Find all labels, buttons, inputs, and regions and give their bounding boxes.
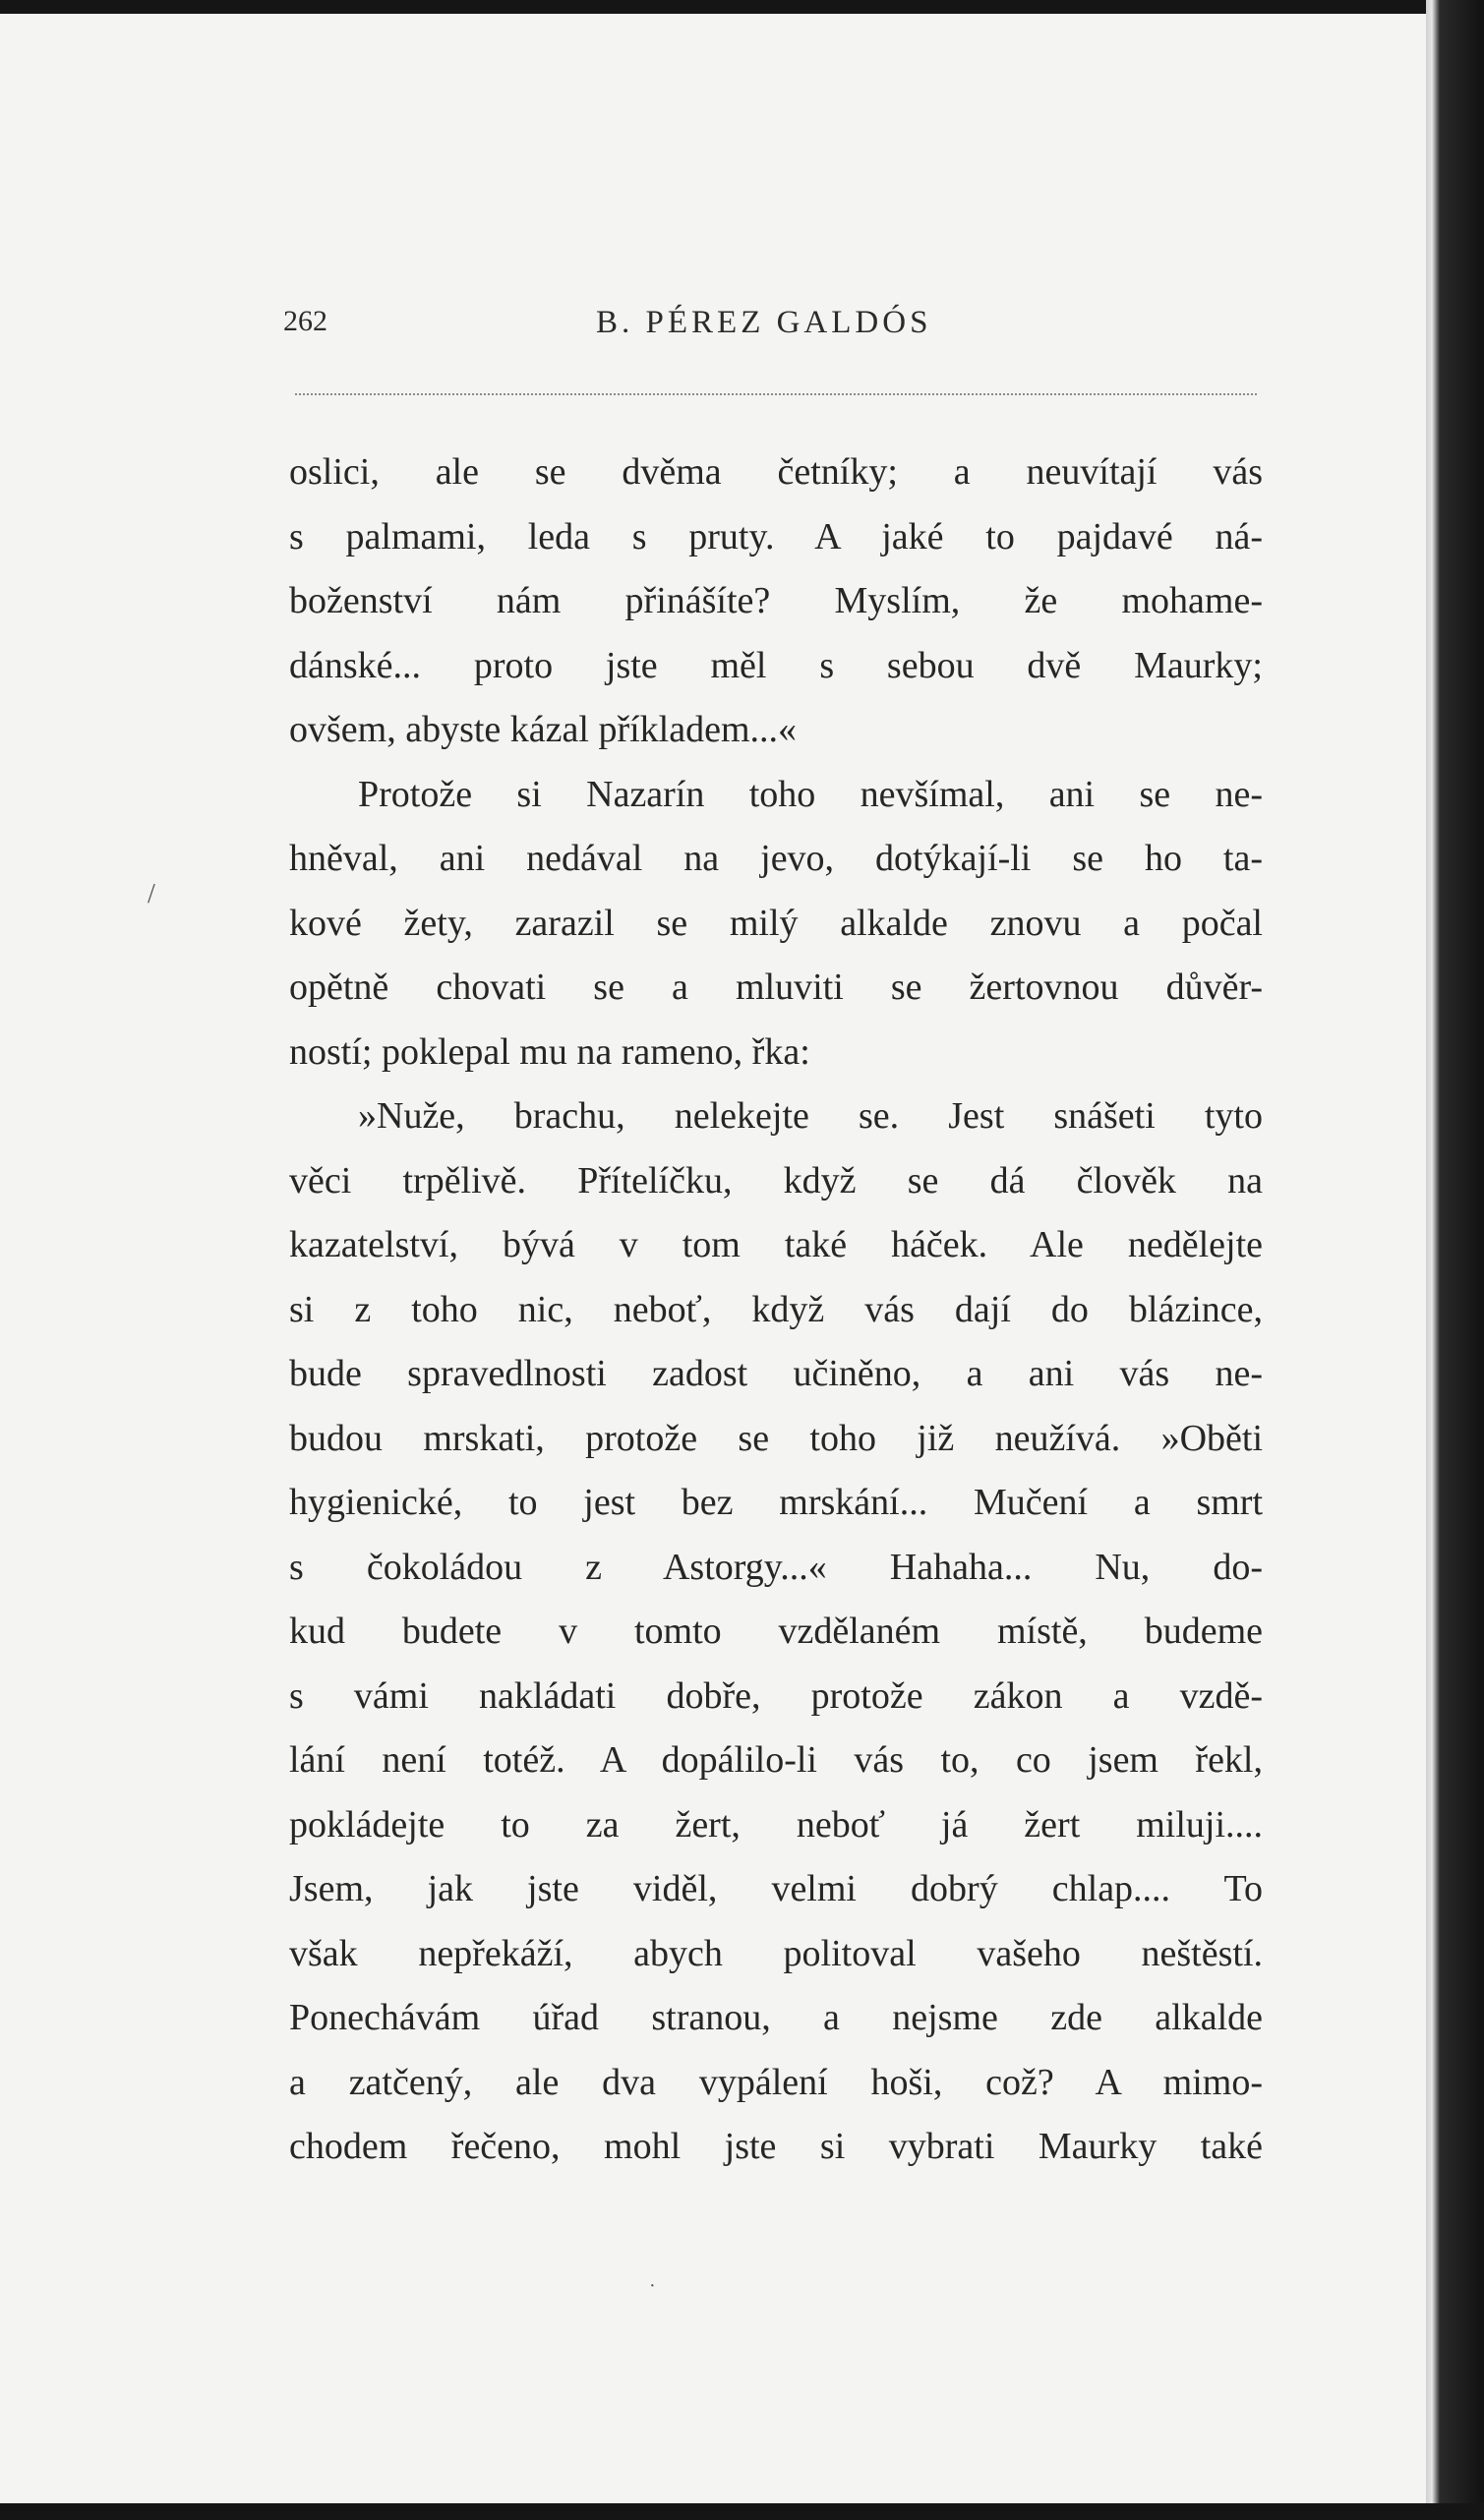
- text-line: si z toho nic, neboť, když vás dají do blázince,: [289, 1288, 1263, 1330]
- text-line: oslici, ale se dvěma četníky; a neuvítají vás: [289, 451, 1263, 493]
- text-line: »Nuže, brachu, nelekejte se. Jest snášeti tyto: [358, 1095, 1263, 1137]
- text-line: pokládejte to za žert, neboť já žert miluji....: [289, 1803, 1263, 1846]
- text-line: boženství nám přinášíte? Myslím, že mohame-: [289, 580, 1263, 621]
- text-line: však nepřekáží, abych politoval vašeho neštěstí.: [289, 1932, 1263, 1974]
- text-line: ovšem, abyste kázal příkladem...«: [289, 709, 798, 750]
- scan-top-edge: [0, 0, 1484, 14]
- text-line: s vámi nakládati dobře, protože zákon a vzdě-: [289, 1674, 1263, 1717]
- text-line: a zatčený, ale dva vypálení hoši, což? A mimo-: [289, 2061, 1263, 2103]
- text-line: bude spravedlnosti zadost učiněno, a ani vás ne-: [289, 1353, 1263, 1394]
- text-line: kové žety, zarazil se milý alkalde znovu a počal: [289, 902, 1263, 944]
- text-line: budou mrskati, protože se toho již neužívá. »Oběti: [289, 1417, 1263, 1459]
- text-line: kazatelství, bývá v tom také háček. Ale nedělejte: [289, 1224, 1263, 1265]
- page-header: [283, 305, 1267, 354]
- book-page: [0, 14, 1426, 2503]
- text-line: s palmami, leda s pruty. A jaké to pajdavé ná-: [289, 515, 1263, 557]
- page-number: 262: [283, 305, 327, 337]
- text-line: Protože si Nazarín toho nevšímal, ani se ne-: [358, 773, 1263, 815]
- text-line: lání není totéž. A dopálilo-li vás to, co jsem řekl,: [289, 1739, 1263, 1781]
- text-line: hněval, ani nedával na jevo, dotýkají-li se ho ta-: [289, 838, 1263, 879]
- scan-mark: ·: [649, 2275, 656, 2297]
- scan-mark: /: [148, 879, 155, 909]
- text-line: kud budete v tomto vzdělaném místě, budeme: [289, 1611, 1263, 1652]
- book-spine-shadow: [1426, 0, 1484, 2520]
- text-line: hygienické, to jest bez mrskání... Mučení a smrt: [289, 1482, 1263, 1523]
- text-line: dánské... proto jste měl s sebou dvě Maurky;: [289, 644, 1263, 686]
- text-line: opětně chovati se a mluviti se žertovnou důvěr-: [289, 967, 1263, 1008]
- text-line: věci trpělivě. Přítelíčku, když se dá člověk na: [289, 1159, 1263, 1201]
- scan-bottom-edge: [0, 2503, 1484, 2520]
- text-line: chodem řečeno, mohl jste si vybrati Maurky také: [289, 2126, 1263, 2167]
- text-line: s čokoládou z Astorgy...« Hahaha... Nu, do-: [289, 1546, 1263, 1588]
- text-line: Ponechávám úřad stranou, a nejsme zde alkalde: [289, 1997, 1263, 2038]
- running-head: B. PÉREZ GALDÓS: [596, 305, 932, 340]
- body-text: [289, 440, 1263, 2180]
- text-line: Jsem, jak jste viděl, velmi dobrý chlap.... To: [289, 1868, 1263, 1909]
- text-line: ností; poklepal mu na rameno, řka:: [289, 1030, 810, 1073]
- header-rule: [295, 393, 1257, 395]
